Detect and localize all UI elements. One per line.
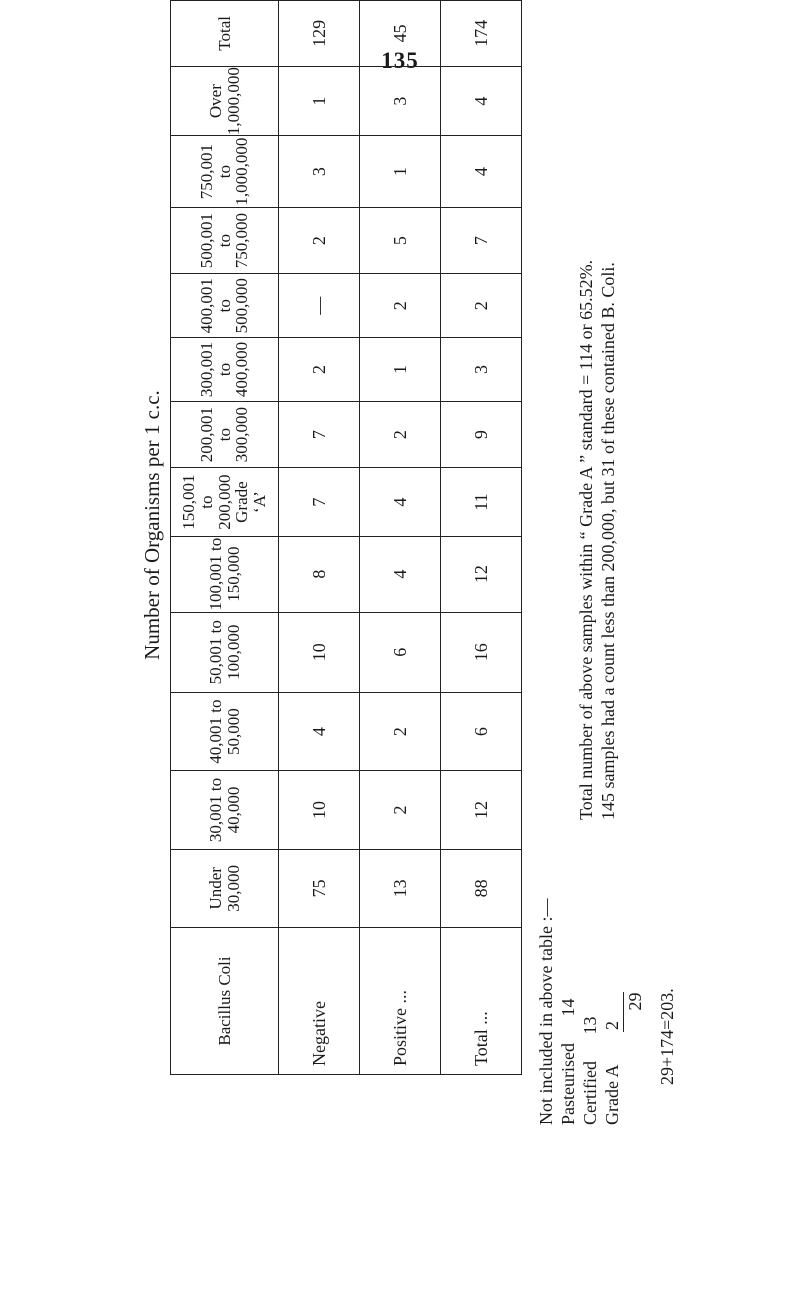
table-cell: 16: [441, 612, 522, 692]
table-cell: 4: [360, 536, 441, 612]
table-cell: 1: [360, 338, 441, 402]
column-header: 200,001 to 300,000: [171, 401, 279, 468]
table-cell: —: [279, 274, 360, 338]
column-header: 150,001 to 200,000 Grade ‘A’: [171, 468, 279, 536]
column-header: Total: [171, 1, 279, 67]
page-number: 135: [381, 48, 419, 73]
subtotal-row: [623, 899, 646, 1125]
item-label: Pasteurised: [558, 1043, 578, 1125]
table-cell: 4: [360, 468, 441, 536]
table-cell: 5: [360, 207, 441, 274]
table-cell: 88: [441, 849, 522, 927]
table-cell: 2: [360, 401, 441, 468]
table-cell: 174: [441, 1, 522, 67]
summary-note: [575, 260, 619, 820]
summary-line-2: 145 samples had a count less than 200,000, but 31 of these contained B. Coli.: [598, 262, 618, 820]
row-label: Total ...: [441, 927, 522, 1074]
summary-line-1: Total number of above samples within “ Grade A ” standard = 114 or 65.52%.: [576, 259, 596, 820]
table-cell: 2: [360, 274, 441, 338]
column-header: 100,001 to 150,000: [171, 536, 279, 612]
table-cell: 4: [279, 692, 360, 770]
note-heading: Not included in above table :—: [536, 898, 556, 1125]
table-row-total: [441, 1, 522, 1075]
table-cell: 6: [441, 692, 522, 770]
list-item: [579, 899, 601, 1125]
table-cell: 7: [279, 401, 360, 468]
table-cell: 8: [279, 536, 360, 612]
table-cell: 7: [279, 468, 360, 536]
column-header: Over 1,000,000: [171, 66, 279, 136]
column-header: 30,001 to 40,000: [171, 771, 279, 849]
table-cell: 2: [279, 207, 360, 274]
item-value: 13: [580, 1016, 600, 1035]
table-cell: 2: [279, 338, 360, 402]
item-label: Certified: [580, 1061, 600, 1125]
table-row-positive: [360, 1, 441, 1075]
table-cell: 10: [279, 771, 360, 849]
subtotal-value: 29: [623, 993, 646, 1033]
table-cell: 9: [441, 401, 522, 468]
table-cell: 4: [441, 136, 522, 207]
sum-line: 29+174=203.: [657, 988, 677, 1085]
item-label: Grade A: [602, 1065, 622, 1125]
table-cell: 4: [441, 66, 522, 136]
column-header: 40,001 to 50,000: [171, 692, 279, 770]
item-value: 14: [558, 998, 578, 1017]
table-cell: 12: [441, 536, 522, 612]
column-header: 50,001 to 100,000: [171, 612, 279, 692]
column-header: Under 30,000: [171, 849, 279, 927]
list-item: [557, 899, 579, 1125]
table-cell: 1: [360, 136, 441, 207]
row-label: Negative: [279, 927, 360, 1074]
table-cell: 3: [360, 66, 441, 136]
column-header: 750,001 to 1,000,000: [171, 136, 279, 207]
table-cell: 10: [279, 612, 360, 692]
row-label: Positive ...: [360, 927, 441, 1074]
table-cell: 12: [441, 771, 522, 849]
table-row-negative: [279, 1, 360, 1075]
table-cell: 2: [441, 274, 522, 338]
item-value: 2: [602, 1021, 622, 1031]
table-cell: 75: [279, 849, 360, 927]
table-cell: 2: [360, 692, 441, 770]
table-cell: 11: [441, 468, 522, 536]
list-item: [601, 899, 623, 1125]
table-cell: 7: [441, 207, 522, 274]
table-title: Number of Organisms per 1 c.c.: [140, 390, 164, 660]
table-cell: 45: [360, 1, 441, 67]
table-cell: 13: [360, 849, 441, 927]
table-cell: 6: [360, 612, 441, 692]
column-header: 500,001 to 750,000: [171, 207, 279, 274]
table-cell: 2: [360, 771, 441, 849]
corner-label: Bacillus Coli: [171, 927, 279, 1074]
table-cell: 3: [441, 338, 522, 402]
table-cell: 129: [279, 1, 360, 67]
table-cell: 3: [279, 136, 360, 207]
header-row: [171, 1, 279, 1075]
column-header: 300,001 to 400,000: [171, 338, 279, 402]
excluded-samples-note: [535, 899, 678, 1125]
table-cell: 1: [279, 66, 360, 136]
organism-count-table: [170, 0, 522, 1075]
column-header: 400,001 to 500,000: [171, 274, 279, 338]
